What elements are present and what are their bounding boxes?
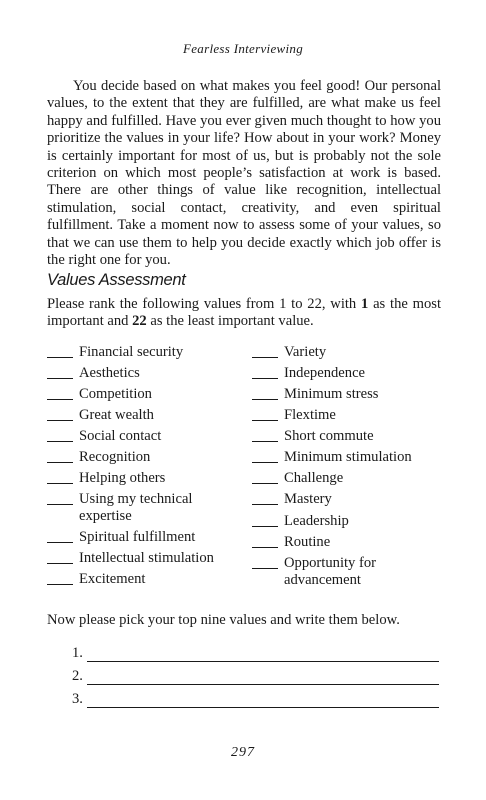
ranking-instructions [47, 296, 441, 331]
rank-blank[interactable] [47, 407, 73, 421]
value-label: Helping others [79, 470, 166, 486]
answer-line-2 [72, 668, 439, 685]
rank-blank[interactable] [47, 550, 73, 564]
answer-line-3 [72, 691, 439, 708]
body-paragraph: You decide based on what makes you feel good! Our personal values, to the extent that they are fulfilled, are what make us feel happy and fulfilled. Have you ever given much thought to how you prioritize the values in your life? How about in your work? Money is certainly important for most of us, but is probably not the sole criterion on which most people’s satisfaction at work is based. There are other things of value like recognition, intellectual stimulation, social contact, creativity, and even spiritual fulfillment. Take a moment now to assess some of your values, so that we can use them to help you decide exactly which job offer is the right one for you. [47, 78, 441, 269]
value-label: Competition [79, 386, 152, 402]
instructions-bold-2: 22 [132, 313, 147, 330]
value-item [47, 571, 247, 588]
value-label: Using my technical expertise [79, 491, 193, 524]
value-label: Routine [284, 534, 331, 550]
rank-blank[interactable] [47, 386, 73, 400]
section-heading: Values Assessment [47, 271, 186, 289]
instructions-part-1: Please rank the following values from 1 to 22, with [47, 296, 362, 312]
value-item [252, 449, 452, 466]
value-label: Excitement [79, 570, 146, 587]
rank-blank[interactable] [47, 529, 73, 543]
instructions-part-2: as the most important and [47, 296, 441, 330]
rank-blank[interactable] [47, 571, 73, 585]
value-item [47, 550, 247, 567]
value-item [252, 555, 452, 588]
value-item [47, 344, 247, 361]
value-label: Independence [284, 365, 366, 381]
rank-blank[interactable] [47, 428, 73, 442]
rank-blank[interactable] [252, 386, 278, 400]
value-label: Recognition [79, 449, 151, 465]
value-item [252, 386, 452, 403]
value-label: Minimum stress [284, 386, 379, 402]
value-label: Intellectual stimulation [79, 549, 214, 566]
answer-blank[interactable] [87, 693, 439, 708]
value-label: Social contact [79, 428, 162, 444]
rank-blank[interactable] [252, 365, 278, 379]
rank-blank[interactable] [47, 449, 73, 463]
value-item [252, 491, 452, 508]
page-number: 297 [231, 745, 255, 760]
value-item [47, 365, 247, 382]
top-values-prompt: Now please pick your top nine values and write them below. [47, 612, 400, 628]
value-item [47, 491, 247, 524]
value-label: Leadership [284, 513, 349, 529]
rank-blank[interactable] [252, 344, 278, 358]
value-item [252, 534, 452, 551]
rank-blank[interactable] [47, 470, 73, 484]
rank-blank[interactable] [252, 534, 278, 548]
value-label: Short commute [284, 428, 374, 444]
line-number: 2. [72, 668, 83, 684]
value-label: Great wealth [79, 407, 154, 423]
values-list-left [47, 344, 247, 592]
value-label: Variety [284, 344, 327, 360]
rank-blank[interactable] [47, 491, 73, 505]
rank-blank[interactable] [252, 407, 278, 421]
value-item [47, 386, 247, 403]
value-label: Spiritual fulfillment [79, 528, 196, 545]
value-item [252, 470, 452, 487]
rank-blank[interactable] [252, 470, 278, 484]
value-item [47, 470, 247, 487]
value-label: Flextime [284, 407, 336, 423]
value-label: Challenge [284, 470, 344, 486]
value-label: Mastery [284, 491, 332, 507]
value-label: Aesthetics [79, 365, 140, 381]
rank-blank[interactable] [47, 344, 73, 358]
line-number: 3. [72, 691, 83, 707]
value-item [252, 513, 452, 530]
value-item [252, 365, 452, 382]
line-number: 1. [72, 645, 83, 661]
answer-blank[interactable] [87, 647, 439, 662]
value-item [47, 428, 247, 445]
values-list-right [252, 344, 452, 593]
instructions-part-3: as the least important value. [146, 313, 314, 330]
value-item [252, 344, 452, 361]
rank-blank[interactable] [47, 365, 73, 379]
answer-line-1 [72, 645, 439, 662]
value-label: Financial security [79, 344, 184, 360]
rank-blank[interactable] [252, 428, 278, 442]
answer-blank[interactable] [87, 670, 439, 685]
value-label: Opportunity for advancement [284, 555, 377, 588]
value-item [252, 428, 452, 445]
instructions-bold-1: 1 [361, 296, 369, 312]
rank-blank[interactable] [252, 555, 278, 569]
value-item [252, 407, 452, 424]
rank-blank[interactable] [252, 513, 278, 527]
running-head: Fearless Interviewing [182, 41, 304, 56]
rank-blank[interactable] [252, 449, 278, 463]
value-item [47, 529, 247, 546]
value-item [47, 407, 247, 424]
value-item [47, 449, 247, 466]
rank-blank[interactable] [252, 491, 278, 505]
value-label: Minimum stimulation [284, 449, 412, 465]
